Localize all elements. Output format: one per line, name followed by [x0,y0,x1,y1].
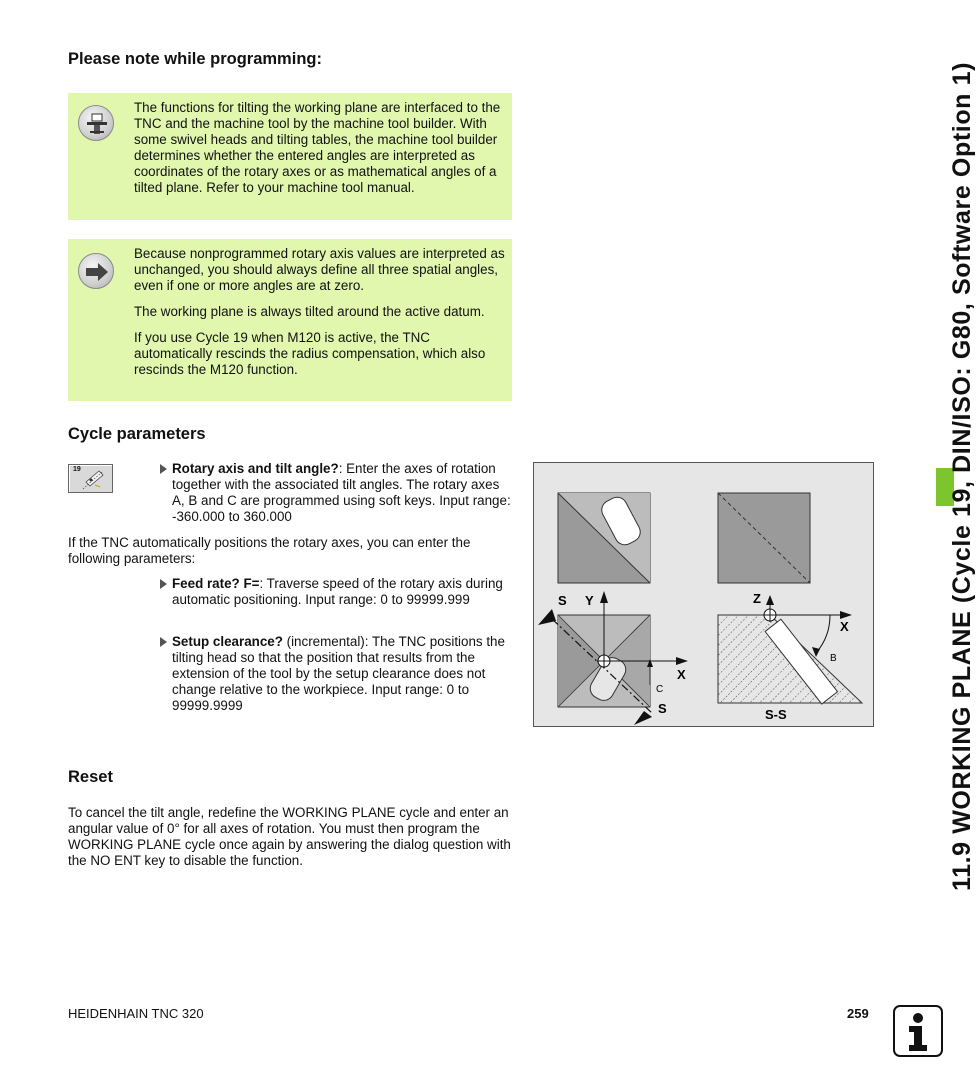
param-description: : Traverse speed of the rotary axis during automatic positioning. Input range: 0 to 99999.999 [172,576,503,607]
param-label: Setup clearance? [172,634,283,649]
chapter-sidebar [880,0,976,1000]
chapter-title: 11.9 WORKING PLANE (Cycle 19, DIN/ISO: G80, Software Option 1) [948,61,976,891]
figure-label-x-right: X [840,619,849,634]
section-arrow-bottom [634,711,652,725]
info-icon [893,1005,943,1057]
section-arrow-top [538,609,556,625]
cycle-19-softkey[interactable] [68,464,113,493]
b-rotation-arc [816,615,830,653]
machine-dependent-icon [78,105,114,141]
figure-label-s-bottom: S [658,701,667,716]
heading-reset: Reset [68,768,113,786]
footer-product: HEIDENHAIN TNC 320 [68,1006,204,1021]
figure-label-y: Y [585,593,594,608]
param-setup-clearance [160,634,512,714]
reset-text: To cancel the tilt angle, redefine the WORKING PLANE cycle and enter an angular value of 0° for all axes of rotation. You must then program the WORKING PLANE cycle once again by answering the dialog question with the NO ENT key to disable the function. [68,805,511,868]
chapter-title-vertical [908,1,976,891]
page-number: 259 [847,1006,869,1021]
tilt-plane-softkey-icon [69,465,112,492]
tilt-diagram-svg [534,463,875,728]
z-axis-arrowhead [766,595,774,605]
note-box-machine [68,93,512,220]
arrow-right-icon-glyph [79,254,115,290]
machine-dependent-icon-glyph [79,106,115,142]
bullet-triangle-icon [160,464,167,474]
note-hint-paragraph: The working plane is always tilted around the active datum. [134,304,485,319]
intro-text: If the TNC automatically positions the rotary axes, you can enter the following parameters: [68,535,471,566]
tilt-diagram [533,462,874,727]
figure-label-section: S-S [765,707,787,722]
b-rotation-arrowhead [812,647,820,657]
param-description: : Enter the axes of rotation together with the associated tilt angles. The rotary axes A, B and C are programmed using soft keys. Input range: -360.000 to 360.000 [172,461,511,524]
param-rotary-axis [160,461,512,525]
figure-label-x: X [677,667,686,682]
note-hint-paragraph: If you use Cycle 19 when M120 is active, the TNC automatically rescinds the radius compensation, which also rescinds the M120 function. [134,330,486,377]
param-feed-rate [160,576,512,608]
note-hint-paragraph: Because nonprogrammed rotary axis values are interpreted as unchanged, you should always define all three spatial angles, even if one or more angles are at zero. [134,246,505,293]
param-description: (incremental): The TNC positions the tilting head so that the position that results from the extension of the tool by the setup clearance does not change relative to the workpiece. Input range: 0 to 99999.9999 [172,634,505,713]
note-hint-text [134,246,506,388]
bullet-triangle-icon [160,579,167,589]
y-axis-arrowhead [600,591,608,603]
x-axis-right-arrowhead [840,611,852,619]
heading-note: Please note while programming: [68,50,322,68]
note-machine-text: The functions for tilting the working plane are interfaced to the TNC and the machine tool by the machine tool builder. With some swivel heads and tilting tables, the machine tool builder determines whether the entered angles are interpreted as coordinates of the rotary axes or as mathematical angles of a tilted plane. Refer to your machine tool manual. [134,100,501,195]
figure-label-z: Z [753,591,761,606]
note-box-hint [68,239,512,401]
param-label: Feed rate? F= [172,576,260,591]
bullet-triangle-icon [160,637,167,647]
figure-label-c: C [656,684,664,695]
softkey-label: 19 [73,466,81,473]
info-icon-glyph [895,1007,941,1055]
x-axis-arrowhead [676,657,688,665]
figure-label-s: S [558,593,567,608]
figure-label-b: B [830,653,837,664]
param-label: Rotary axis and tilt angle? [172,461,339,476]
arrow-right-icon [78,253,114,289]
heading-cycle-parameters: Cycle parameters [68,425,206,443]
